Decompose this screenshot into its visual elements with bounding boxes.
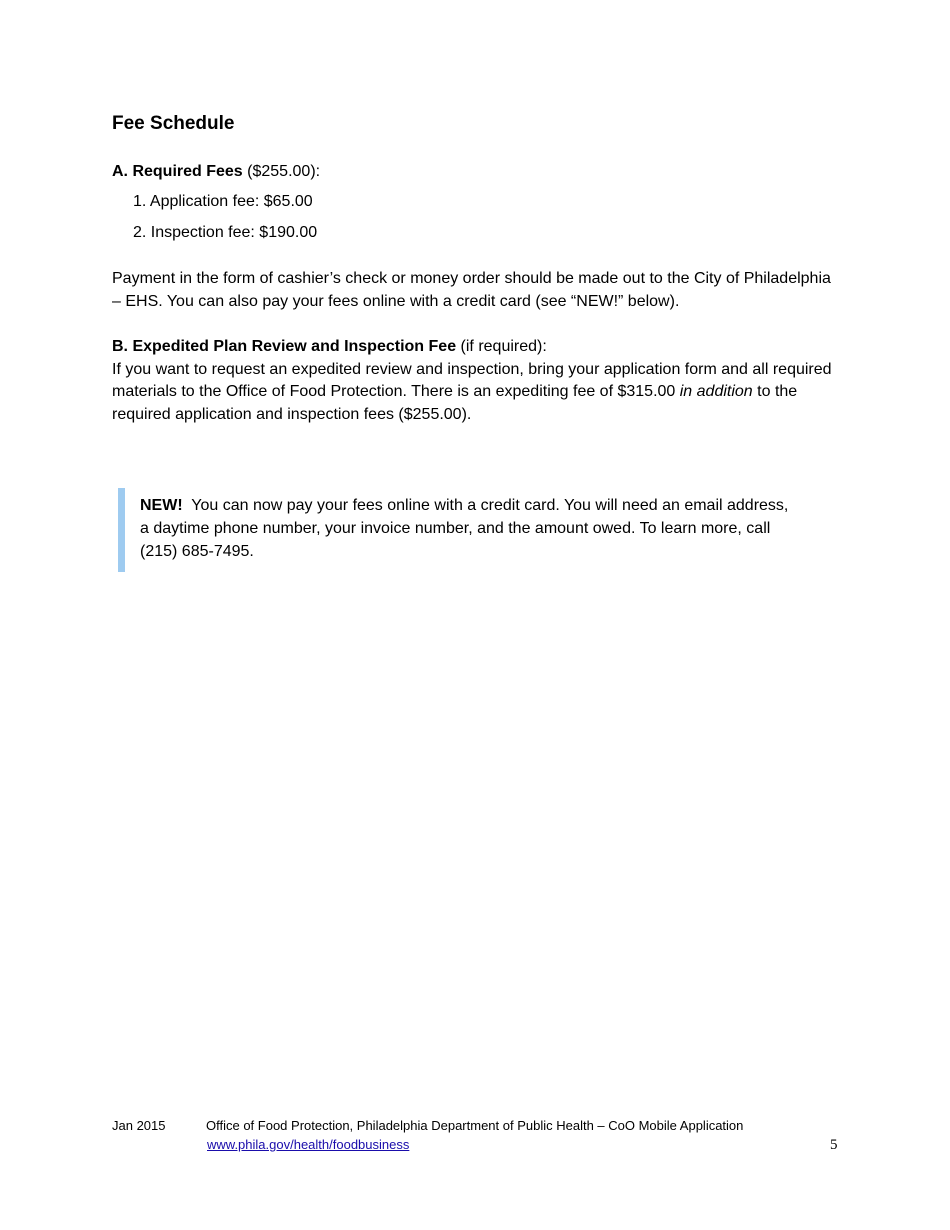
callout-label: NEW! (140, 497, 183, 514)
section-b (112, 336, 842, 426)
required-fees-list (133, 191, 317, 253)
footer-link[interactable]: www.phila.gov/health/foodbusiness (207, 1137, 410, 1152)
section-a-label: A. Required Fees (112, 163, 243, 180)
section-b-qualifier: (if required): (460, 338, 547, 355)
footer-date: Jan 2015 (112, 1118, 166, 1133)
list-item: 2. Inspection fee: $190.00 (133, 224, 318, 241)
section-a-amount: ($255.00): (247, 163, 321, 180)
callout-text: You can now pay your fees online with a credit card. You will need an email address, a daytime phone number, your invoice number, and the amount owed. To learn more, call (215) 685-7495. (140, 497, 789, 560)
page-number: 5 (830, 1137, 838, 1153)
section-b-emphasis: in addition (679, 383, 753, 400)
section-b-text-2: to the required application and inspection fees ($255.00). (112, 383, 798, 423)
page-title: Fee Schedule (112, 113, 235, 134)
list-item: 1. Application fee: $65.00 (133, 193, 313, 210)
section-a-heading (112, 161, 320, 183)
section-b-label: B. Expedited Plan Review and Inspection Fee (112, 338, 457, 355)
section-b-text-1: If you want to request an expedited review and inspection, bring your application form and all required materials to the Office of Food Protection. There is an expediting fee of $315.00 (112, 360, 832, 400)
payment-paragraph: Payment in the form of cashier’s check or money order should be made out to the City of Philadelphia – EHS. You can also pay your fees online with a credit card (see “NEW!” below). (112, 270, 831, 310)
footer-office: Office of Food Protection, Philadelphia Department of Public Health – CoO Mobile Application (206, 1118, 744, 1133)
new-callout (118, 488, 798, 572)
